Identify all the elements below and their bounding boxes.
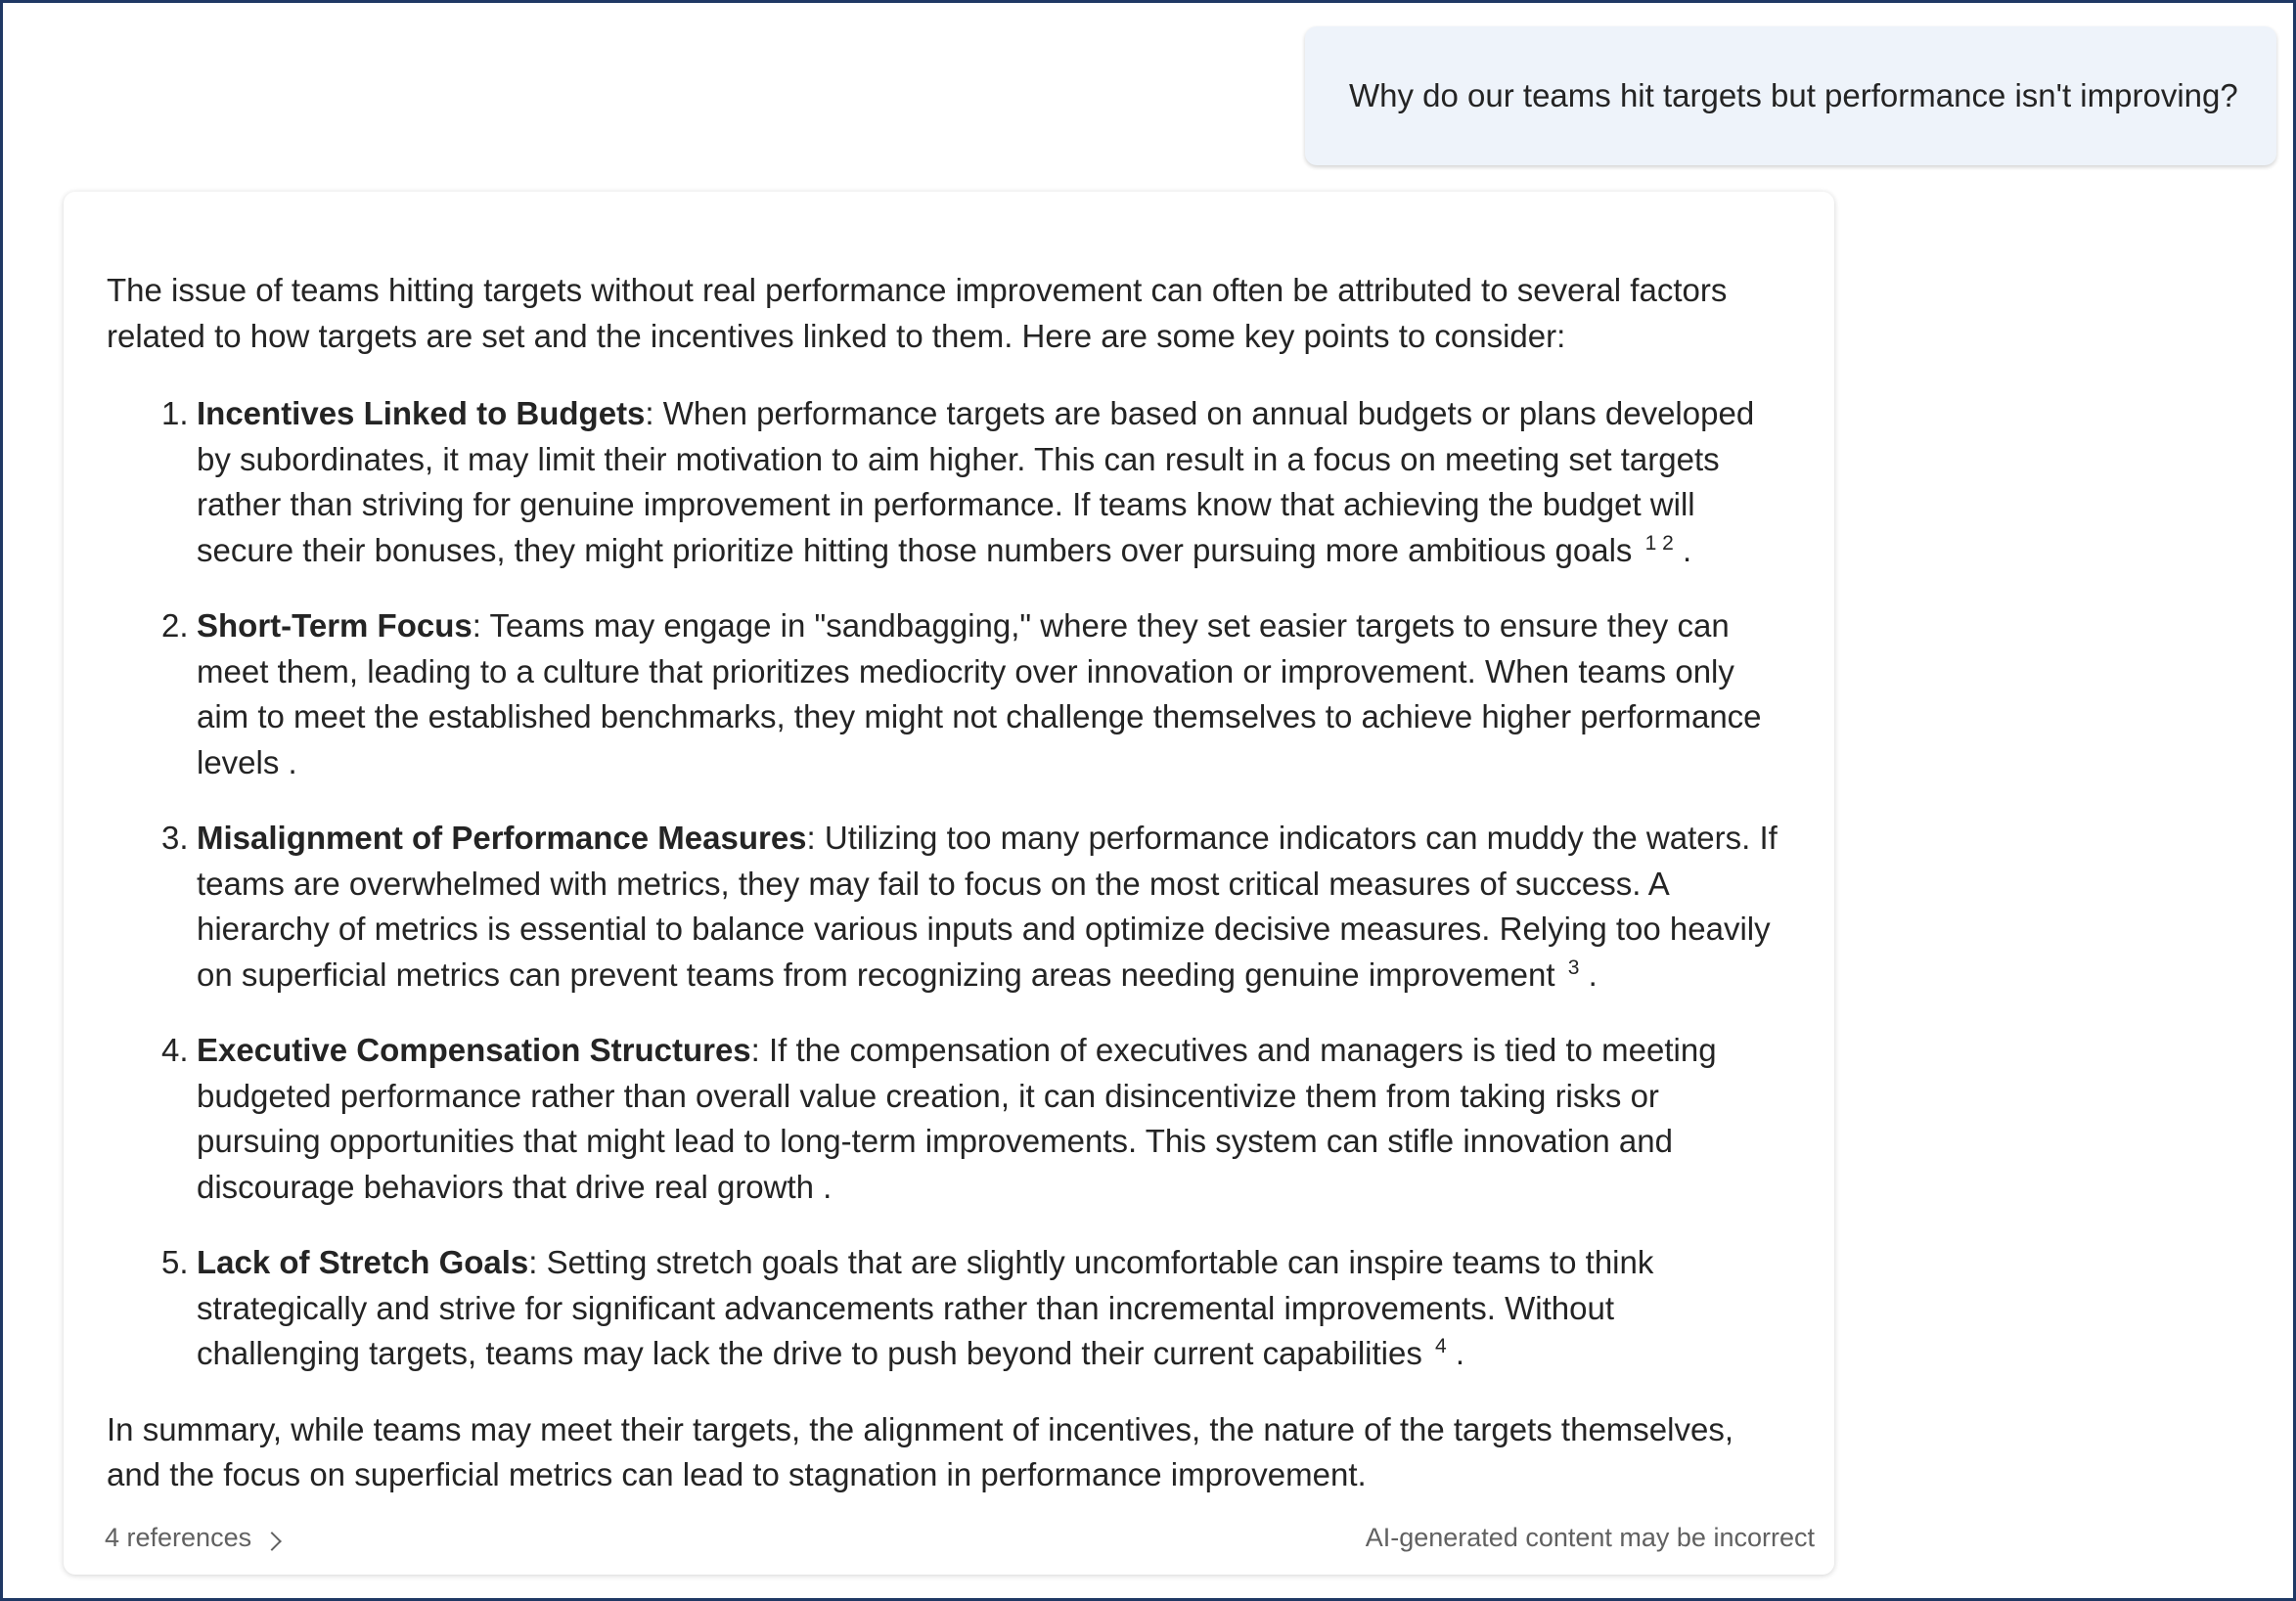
response-intro: The issue of teams hitting targets without real performance improvement can often be attributed to several factors related to how targets are set and the incentives linked to them. Here are some key points to consider: bbox=[107, 272, 1728, 354]
chevron-right-icon bbox=[262, 1532, 282, 1551]
references-label: 4 references bbox=[105, 1522, 252, 1552]
ai-disclaimer: AI-generated content may be incorrect bbox=[1365, 1522, 1815, 1552]
point-title: Short-Term Focus bbox=[197, 607, 473, 644]
point-end: . bbox=[1579, 956, 1598, 993]
point-title: Executive Compensation Structures bbox=[197, 1032, 751, 1068]
list-item bbox=[197, 1240, 1791, 1377]
response-footer bbox=[105, 1518, 1815, 1557]
assistant-response-card bbox=[64, 192, 1834, 1575]
point-end: . bbox=[1446, 1335, 1465, 1371]
citation-link[interactable]: 4 bbox=[1435, 1335, 1447, 1357]
point-text: : Teams may engage in "sandbagging," where they set easier targets to ensure they can meet them, leading to a culture that prioritizes mediocrity over innovation or improvement. When teams only aim to meet the established benchmarks, they might not challenge themselves to achieve higher performance levels bbox=[197, 607, 1762, 780]
response-body bbox=[107, 268, 1791, 1498]
point-text: : When performance targets are based on annual budgets or plans developed by subordinates, it may limit their motivation to aim higher. This can result in a focus on meeting set targets rather than striving for genuine improvement in performance. If teams know that achieving the budget will secure their bonuses, they might prioritize hitting those numbers over pursuing more ambitious goals bbox=[197, 395, 1755, 568]
point-title: Lack of Stretch Goals bbox=[197, 1244, 529, 1280]
citation-link[interactable]: 3 bbox=[1567, 956, 1580, 979]
list-item bbox=[197, 603, 1791, 785]
point-end: . bbox=[814, 1168, 833, 1205]
user-message-bubble bbox=[1305, 26, 2276, 165]
list-item bbox=[197, 1028, 1791, 1210]
references-button[interactable] bbox=[105, 1523, 279, 1553]
point-title: Misalignment of Performance Measures bbox=[197, 820, 807, 856]
response-summary: In summary, while teams may meet their targets, the alignment of incentives, the nature of the targets themselves, and the focus on superficial metrics can lead to stagnation in performance improvement. bbox=[107, 1410, 1733, 1492]
key-points-list bbox=[107, 391, 1791, 1377]
point-text: : If the compensation of executives and managers is tied to meeting budgeted performance rather than overall value creation, it can disincentivize them from taking risks or pursuing opportunities that might lead to long-term improvements. This system can stifle innovation and discourage behaviors that drive real growth bbox=[197, 1032, 1717, 1205]
list-item bbox=[197, 816, 1791, 998]
list-item bbox=[197, 391, 1791, 573]
user-message-text: Why do our teams hit targets but performance isn't improving? bbox=[1349, 77, 2238, 113]
point-text: : Utilizing too many performance indicators can muddy the waters. If teams are overwhelmed with metrics, they may fail to focus on the most critical measures of success. A hierarchy of metrics is essential to balance various inputs and optimize decisive measures. Relying too heavily on superficial metrics can prevent teams from recognizing areas needing genuine improvement bbox=[197, 820, 1778, 993]
point-text: : Setting stretch goals that are slightly uncomfortable can inspire teams to think strategically and strive for significant advancements rather than incremental improvements. Without challenging targets, teams may lack the drive to push beyond their current capabilities bbox=[197, 1244, 1654, 1371]
citation-link[interactable]: 1 2 bbox=[1644, 531, 1674, 555]
point-title: Incentives Linked to Budgets bbox=[197, 395, 646, 431]
point-end: . bbox=[1673, 531, 1692, 568]
point-end: . bbox=[279, 743, 297, 780]
